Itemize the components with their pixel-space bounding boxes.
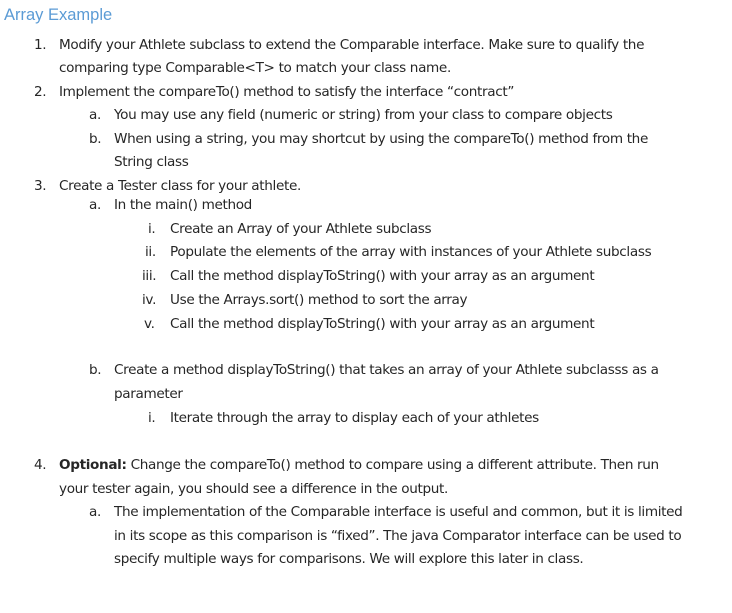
list-marker: a. [89, 197, 101, 213]
list-item-text: Populate the elements of the array with instances of your Athlete subclass [170, 244, 652, 260]
list-item-text: Implement the compareTo() method to satisfy the interface “contract” [59, 84, 515, 100]
list-item-text-rest: Change the compareTo() method to compare using a different attribute. Then run [126, 457, 659, 473]
list-marker: a. [89, 504, 101, 520]
list-item-text: In the main() method [114, 197, 252, 213]
list-marker: 3. [34, 178, 47, 194]
list-marker: a. [89, 107, 101, 123]
list-item-text: String class [114, 154, 189, 170]
page-title: Array Example [4, 6, 113, 24]
list-marker: b. [89, 131, 102, 147]
list-item-text: specify multiple ways for comparisons. We will explore this later in class. [114, 551, 584, 567]
list-item-text: Use the Arrays.sort() method to sort the array [170, 292, 468, 308]
list-item-text: Create a Tester class for your athlete. [59, 178, 301, 194]
list-item-text: Call the method displayToString() with your array as an argument [170, 316, 595, 332]
list-marker: i. [148, 221, 156, 237]
list-item-text [59, 456, 659, 474]
list-marker: b. [89, 362, 102, 378]
list-item-text: The implementation of the Comparable interface is useful and common, but it is limited [114, 504, 683, 520]
list-marker: iii. [142, 268, 157, 284]
optional-label: Optional: [59, 457, 127, 473]
list-item-text: When using a string, you may shortcut by using the compareTo() method from the [114, 131, 648, 147]
list-marker: 4. [34, 457, 47, 473]
list-marker: ii. [145, 244, 156, 260]
list-item-text: Create a method displayToString() that takes an array of your Athlete subclasss as a [114, 362, 659, 378]
list-item-text: comparing type Comparable<T> to match your class name. [59, 60, 451, 76]
list-marker: iv. [142, 292, 157, 308]
list-item-text: parameter [114, 386, 183, 402]
list-item-text: Create an Array of your Athlete subclass [170, 221, 432, 237]
list-marker: v. [144, 316, 155, 332]
list-item-text: in its scope as this comparison is “fixed”. The java Comparator interface can be used to [114, 528, 682, 544]
list-item-text: Modify your Athlete subclass to extend the Comparable interface. Make sure to qualify the [59, 37, 645, 53]
list-item-text: You may use any field (numeric or string) from your class to compare objects [114, 107, 613, 123]
list-marker: i. [148, 410, 156, 426]
list-marker: 2. [34, 84, 47, 100]
list-item-text: Iterate through the array to display each of your athletes [170, 410, 539, 426]
list-item-text: Call the method displayToString() with your array as an argument [170, 268, 595, 284]
list-marker: 1. [34, 37, 47, 53]
list-item-text: your tester again, you should see a difference in the output. [59, 481, 448, 497]
